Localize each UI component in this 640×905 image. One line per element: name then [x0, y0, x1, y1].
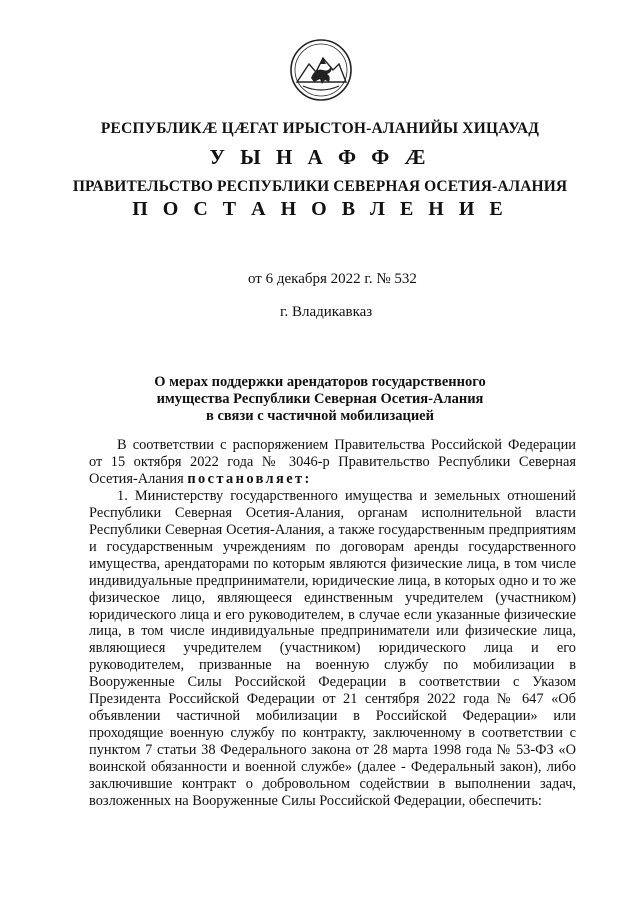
- decree-word: постановляет:: [187, 470, 312, 487]
- intro-text: В соответствии с распоряжением Правительства Российской Федерации от 15 октября 2022 года № 3046-р Правительство Республики Северная Осетия-Алания: [89, 437, 576, 487]
- document-date-number: от 6 декабря 2022 г. № 532: [248, 271, 417, 287]
- paragraph-1: 1. Министерству государственного имущества и земельных отношений Республики Северная Осетия-Алания, органам исполнительной власти Республики Северная Осетия-Алания, а также государственным предприятиям и государственным учреждениям по договорам аренды государственного имущества, арендаторами по которым являются физические лица, в том числе индивидуальные предприниматели, юридические лица, в которых одно и то же физическое лицо, являющееся единственным учредителем (участником) юридического лица и его руководителем, в случае если указанные физические лица, в том числе индивидуальные предприниматели или физические лица, являющиеся учредителем (участником) юридического лица и его руководителем, призванные на военную службу по мобилизации в Вооруженные Силы Российской Федерации в соответствии с Указом Президента Российской Федерации от 21 сентября 2022 года № 647 «Об объявлении частичной мобилизации в Российской Федерации» или проходящие военную службу по контракту, заключенному в соответствии с пунктом 7 статьи 38 Федерального закона от 28 марта 1998 года № 53-ФЗ «О воинской обязанности и военной службе» (далее - Федеральный закон), либо заключившие контракт о добровольном содействии в выполнении задач, возложенных на Вооруженные Силы Российской Федерации, обеспечить:: [89, 487, 576, 810]
- document-title-line: имущества Республики Северная Осетия-Алания: [156, 391, 484, 407]
- document-title-line: О мерах поддержки арендаторов государственного: [154, 374, 486, 390]
- document-title: [0, 374, 640, 425]
- document-title-line: в связи с частичной мобилизацией: [206, 408, 434, 424]
- coat-of-arms-icon: [289, 38, 353, 102]
- government-title-ossetian: РЕСПУБЛИКӔ ЦӔГАТ ИРЫСТОН-АЛАНИЙЫ ХИЦАУАД: [100, 120, 540, 137]
- document-type-ossetian: У Ы Н А Ф Ф Ӕ: [209, 145, 431, 169]
- document-type-russian: П О С Т А Н О В Л Е Н И Е: [132, 198, 508, 220]
- government-title-russian: ПРАВИТЕЛЬСТВО РЕСПУБЛИКИ СЕВЕРНАЯ ОСЕТИЯ-АЛАНИЯ: [72, 178, 568, 195]
- document-body: [89, 437, 576, 810]
- intro-paragraph: [89, 437, 576, 488]
- document-city: г. Владикавказ: [280, 304, 373, 320]
